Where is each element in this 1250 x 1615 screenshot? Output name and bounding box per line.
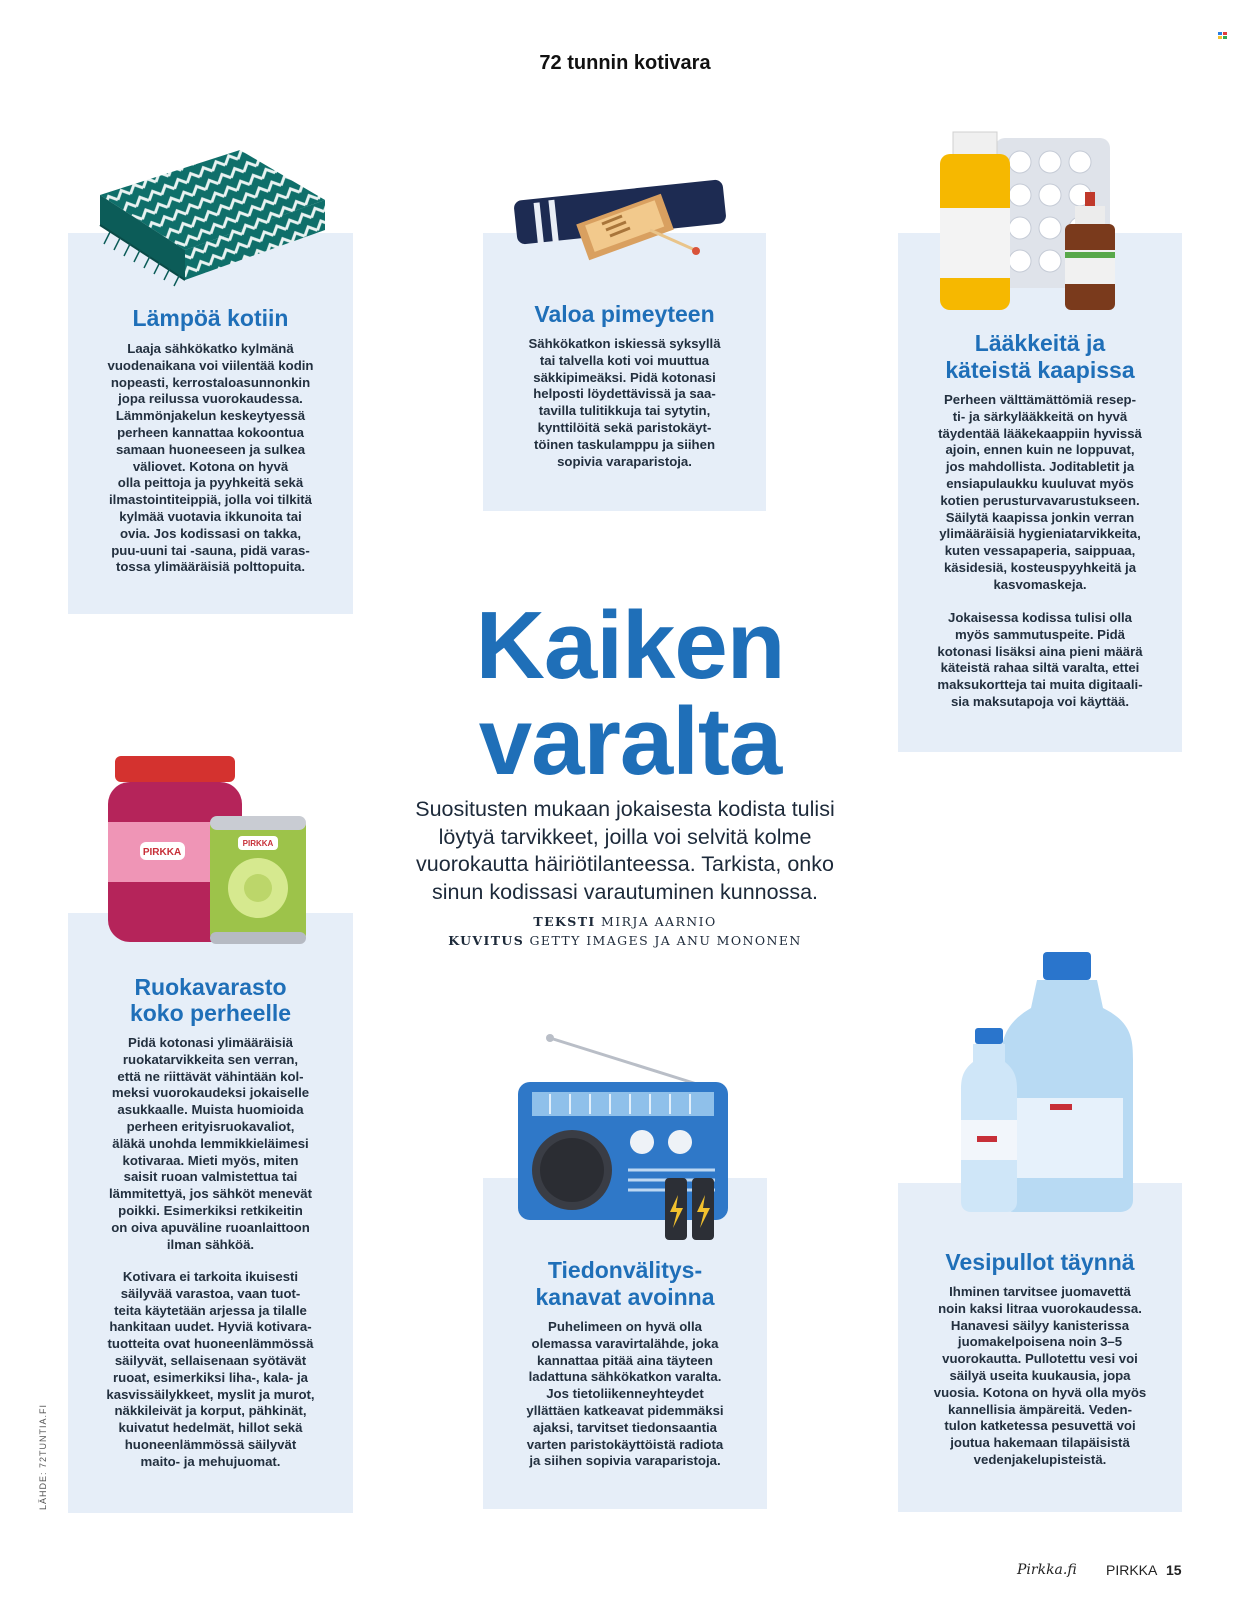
hero-intro: Suositusten mukaan jokaisesta kodista tulisi löytyä tarvikkeet, joilla voi selvitä kolme vuorokautta häiriötilanteessa. Tarkista, onko sinun kodissasi varautuminen kunnossa. — [415, 797, 835, 904]
panel-medicine-body-2: Jokaisessa kodissa tulisi olla myös sammutuspeite. Pidä kotonasi lisäksi aina pieni määrä käteistä rahaa siltä varalta, ettei maksukortteja tai muita digitaali- sia maksutapoja voi käyttää. — [937, 610, 1143, 709]
water-bottle-icon — [955, 950, 1135, 1212]
blanket-icon — [90, 140, 335, 290]
corner-mark-icon — [1218, 32, 1227, 39]
food-jar-icon — [100, 752, 315, 947]
credit-illustration — [395, 933, 855, 948]
panel-water-title: Vesipullot täynnä — [945, 1249, 1135, 1275]
credit-text-value: MIRJA AARNIO — [601, 914, 717, 929]
panel-light-title: Valoa pimeyteen — [534, 301, 715, 327]
panel-food-body-2: Kotivara ei tarkoita ikuisesti säilyvää varastoa, vaan tuot- teita käytetään arjessa ja tilalle hankitaan uudet. Hyviä kotivara- tuotteita ovat huoneenlämmössä säilyvät, sellaisenaan syötävät ruoat, esimerkiksi liha-, kala- ja kasvissäilykkeet, myslit ja murot, näkkileivät ja korput, pähkinät, kuivatut hedelmät, hillot sekä huoneenlämmössä säilyvät maito- ja mehujuomat. — [106, 1269, 315, 1469]
panel-medicine-title-2: käteistä kaapissa — [945, 357, 1135, 383]
panel-medicine-title-1: Lääkkeitä ja — [974, 330, 1106, 356]
panel-media-title-1: Tiedonvälitys- — [547, 1257, 703, 1283]
hero-title — [430, 592, 830, 795]
credit-text-label: TEKSTI — [533, 914, 596, 929]
can-label: PIRKKA — [242, 839, 274, 848]
jar-label: PIRKKA — [142, 847, 182, 858]
panel-media-body: Puhelimeen on hyvä olla olemassa varavirtalähde, joka kannattaa pitää aina täyteen ladattuna sähkökatkon varalta. Jos tietoliikenneyhteydet yllättäen katkeavat pidemmäksi ajaksi, tarvitset tiedonsaantia varten paristokäyttöistä radiota ja siihen sopivia varaparistoja. — [526, 1319, 724, 1469]
credit-illustration-value: GETTY IMAGES JA ANU MONONEN — [529, 933, 802, 948]
panel-food-title-2: koko perheelle — [129, 1000, 292, 1026]
source-note: LÄHDE: 72TUNTIA.FI — [38, 1403, 48, 1510]
footer-brand: PIRKKA — [1106, 1562, 1158, 1578]
panel-media-title-2: kanavat avoinna — [535, 1284, 715, 1310]
credit-text — [395, 914, 855, 929]
panel-warmth-body: Laaja sähkökatko kylmänä vuodenaikana voi viilentää kodin nopeasti, kerrostaloasunnonkin jopa reilussa vuorokaudessa. Lämmönjakelun keskeytyessä perheen kannattaa kokoontua samaan huoneeseen ja sulkea väliovet. Kotona on hyvä olla peittoja ja pyyhkeitä sekä ilmastointiteippiä, jolla voi tilkitä kylmää vuotavia ikkunoita tai ovia. Jos kodissasi on takka, puu-uuni tai -sauna, pidä varas- tossa ylimääräisiä polttopuita. — [107, 341, 314, 575]
flashlight-icon — [510, 178, 735, 268]
footer-page-number: 15 — [1166, 1562, 1182, 1578]
panel-light-body: Sähkökatkon iskiessä syksyllä tai talvella koti voi muuttua säkkipimeäksi. Pidä kotonasi helposti löydettävissä ja saa- tavilla tulitikkuja tai sytytin, kynttilöitä sekä paristokäyt- töinen taskulamppu ja siihen sopivia varaparistoja. — [528, 336, 721, 469]
medicine-icon — [935, 130, 1140, 315]
page-header-title: 72 tunnin kotivara — [539, 52, 711, 74]
panel-water-body: Ihminen tarvitsee juomavettä noin kaksi litraa vuorokaudessa. Hanavesi säilyy kanisterissa juomakelpoisena noin 3–5 vuorokautta. Pullotettu vesi voi säilyä useita kuukausia, jopa vuosia. Kotona on hyvä olla myös kannellisia ämpäreitä. Veden- tulon katketessa pesuvettä voi joutua hakemaan tilapäisistä vedenjakelupisteistä. — [933, 1284, 1147, 1467]
radio-icon — [510, 1030, 735, 1250]
footer-site: Pirkka.fi — [1017, 1562, 1077, 1578]
panel-warmth-title: Lämpöä kotiin — [132, 305, 289, 331]
panel-food-body: Pidä kotonasi ylimääräisiä ruokatarvikkeita sen verran, että ne riittävät vähintään kol- meksi vuorokaudeksi jokaiselle asukkaalle. Muista huomioida perheen erityisruokavaliot, äläkä unohda lemmikkieläimesi kotivaraa. Mieti myös, miten saisit ruoan valmistettua tai lämmitettyä, jos sähköt menevät poikki. Esimerkiksi retkikeitin on oiva apuväline ruoanlaittoon ilman sähköä. — [108, 1035, 312, 1252]
hero-title-line-2: varalta — [478, 688, 782, 795]
panel-food-title-1: Ruokavarasto — [134, 974, 287, 1000]
credit-illustration-label: KUVITUS — [448, 933, 525, 948]
hero-title-line-1: Kaiken — [475, 592, 785, 699]
panel-medicine-body: Perheen välttämättömiä resep- ti- ja särkylääkkeitä on hyvä täydentää lääkekaappiin hyvissä ajoin, ennen kuin ne loppuvat, jos mahdollista. Joditabletit ja ensiapulaukku kuuluvat myös kotien perusturvavarustukseen. Säilytä kaapissa jonkin verran ylimääräisiä hygieniatarvikkeita, kuten vessapaperia, saippuaa, käsidesiä, kosteuspyyhkeitä ja kasvomaskeja. — [938, 392, 1142, 592]
